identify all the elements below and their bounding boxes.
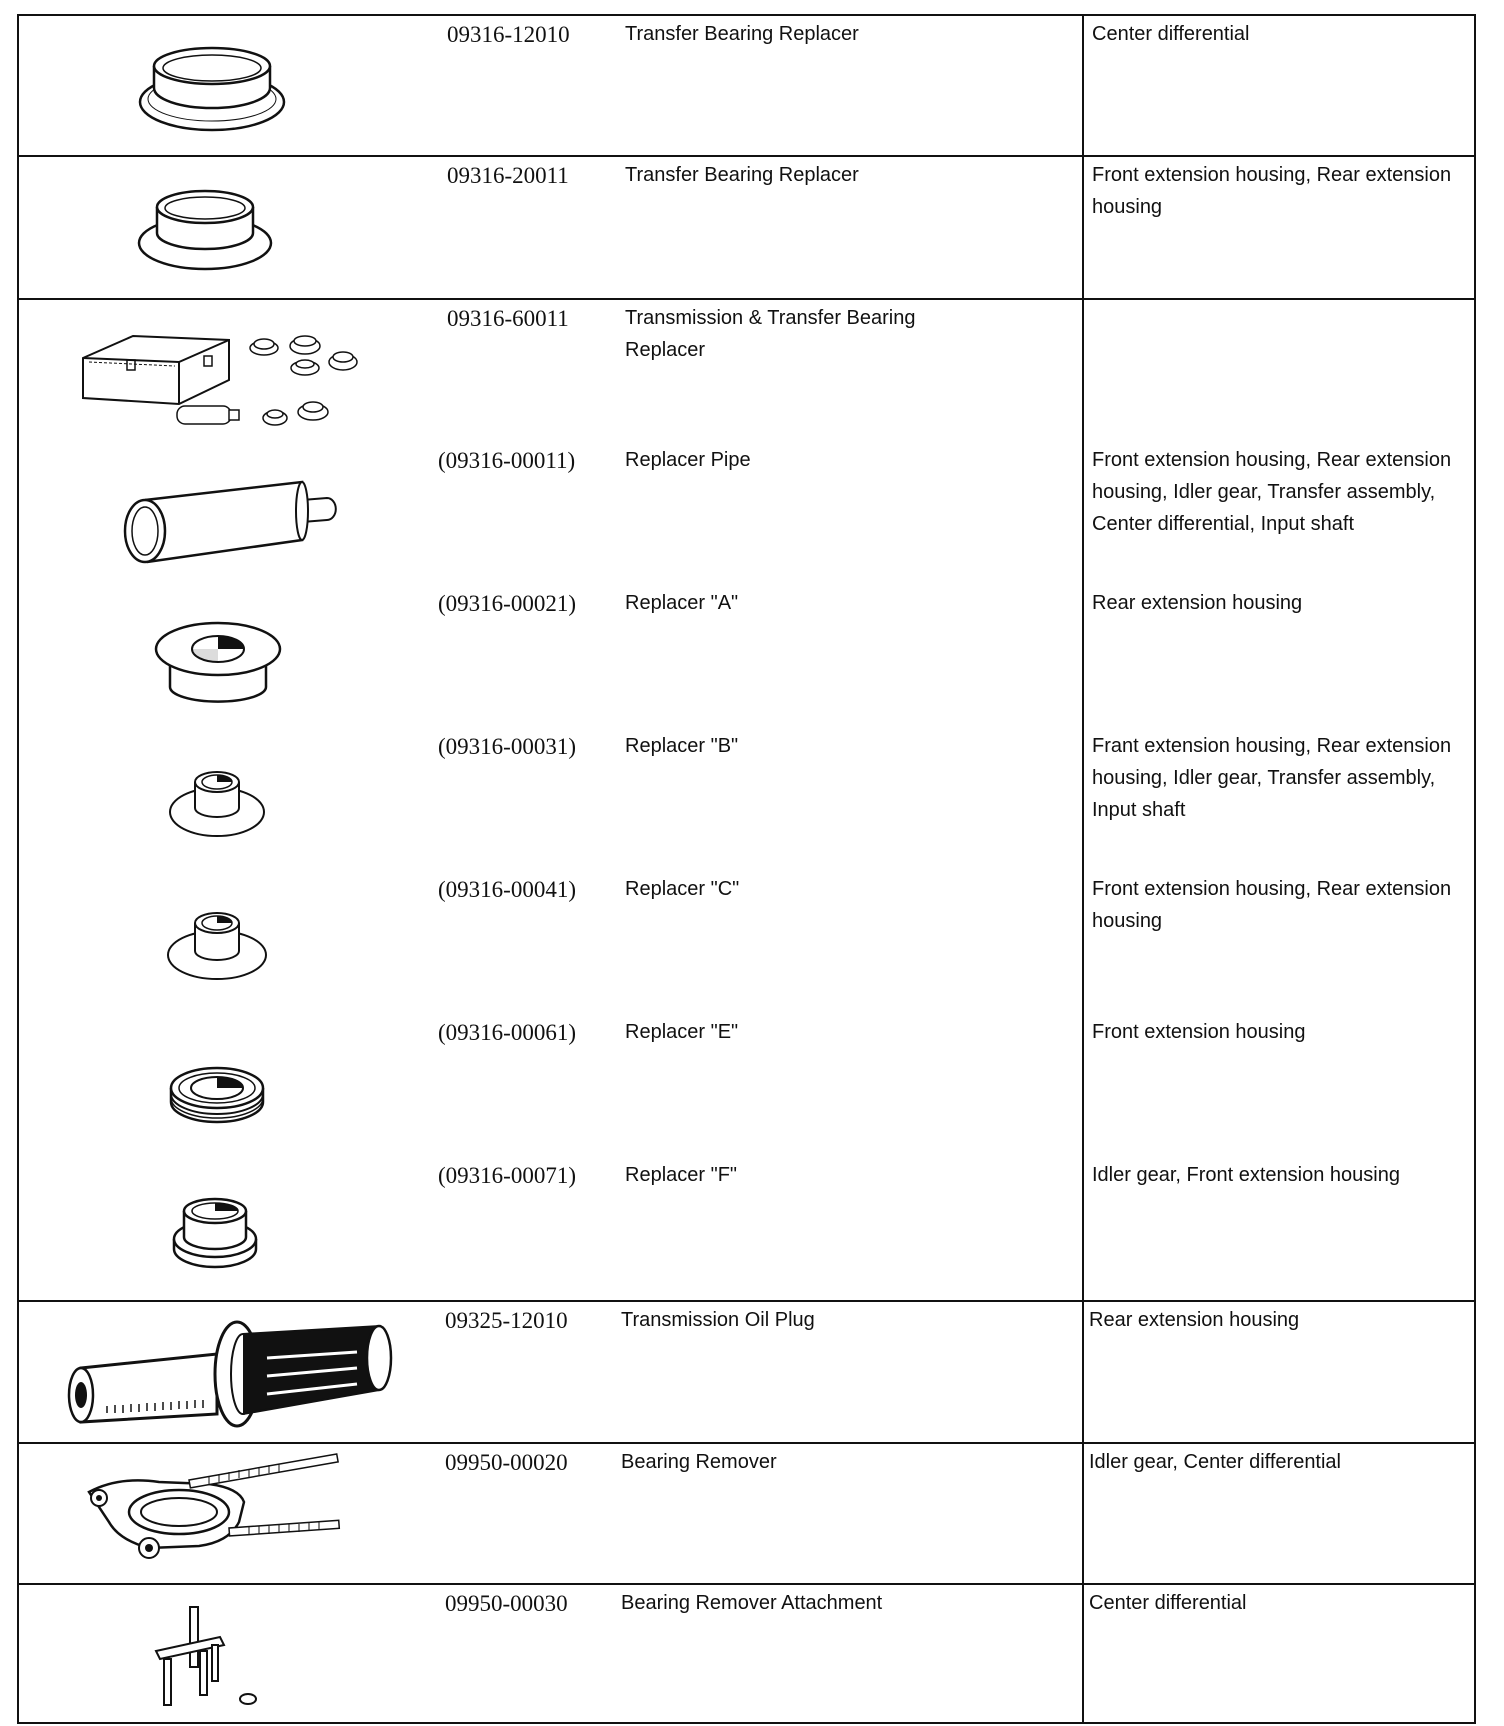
table-row [17,869,1476,1012]
tool-name: Replacer "E" [625,1021,739,1043]
flanged-ring-icon [135,185,275,275]
tool-name: Transfer Bearing Replacer [625,23,859,45]
table-row [17,583,1476,726]
tool-name: Replacer "F" [625,1164,738,1186]
tool-name: Bearing Remover Attachment [621,1592,883,1614]
part-number: (09316-00011) [438,448,576,473]
table-row [17,440,1476,583]
usage-text: Idler gear, Center differential [1089,1451,1342,1473]
usage-text: Front extension housing, Rear extension housing, Idler gear, Transfer assembly, Center differential, Input shaft [1092,449,1452,535]
replacer-f-icon [170,1195,260,1275]
part-number: (09316-00031) [438,734,576,759]
table-row [17,1583,1476,1724]
special-tools-table [17,14,1476,1724]
usage-text: Frant extension housing, Rear extension housing, Idler gear, Transfer assembly, Input shaft [1092,735,1452,821]
tool-name: Replacer "A" [625,592,739,614]
bearing-remover-attachment-icon [150,1603,270,1713]
table-row [17,155,1476,298]
flanged-ring-icon [137,44,287,134]
tool-name: Replacer Pipe [625,449,751,471]
part-number: 09316-60011 [447,306,569,331]
part-number: (09316-00021) [438,591,576,616]
tool-name: Bearing Remover [621,1451,777,1473]
tool-name: Transfer Bearing Replacer [625,164,859,186]
replacer-e-icon [165,1058,269,1128]
bearing-remover-icon [79,1462,379,1572]
part-number: 09325-12010 [445,1308,568,1333]
tool-name: Replacer "B" [625,735,739,757]
part-number: 09316-20011 [447,163,569,188]
usage-text: Idler gear, Front extension housing [1092,1164,1400,1186]
usage-text: Center differential [1092,23,1250,45]
table-row [17,726,1476,869]
usage-text: Front extension housing, Rear extension housing [1092,878,1452,932]
usage-text: Front extension housing, Rear extension housing [1092,164,1452,218]
table-row [17,1155,1476,1300]
part-number: (09316-00061) [438,1020,576,1045]
oil-plug-icon [67,1318,397,1428]
replacer-b-icon [167,764,267,840]
table-row [17,1300,1476,1442]
replacer-c-icon [165,905,269,985]
tool-name: Transmission & Transfer Bearing Replacer [625,307,916,361]
tool-name: Transmission Oil Plug [621,1309,815,1331]
part-number: (09316-00071) [438,1163,576,1188]
part-number: 09950-00020 [445,1450,568,1475]
replacer-pipe-icon [117,470,357,570]
table-row [17,298,1476,440]
usage-text: Center differential [1089,1592,1247,1614]
tool-name: Replacer "C" [625,878,740,900]
table-row [17,1012,1476,1155]
table-row [17,14,1476,155]
usage-text: Rear extension housing [1092,592,1303,614]
table-row [17,1442,1476,1583]
usage-text: Rear extension housing [1089,1309,1300,1331]
tool-set-case-icon [79,318,359,428]
part-number: (09316-00041) [438,877,576,902]
part-number: 09316-12010 [447,22,570,47]
replacer-a-icon [154,615,284,705]
part-number: 09950-00030 [445,1591,568,1616]
usage-text: Front extension housing [1092,1021,1306,1043]
